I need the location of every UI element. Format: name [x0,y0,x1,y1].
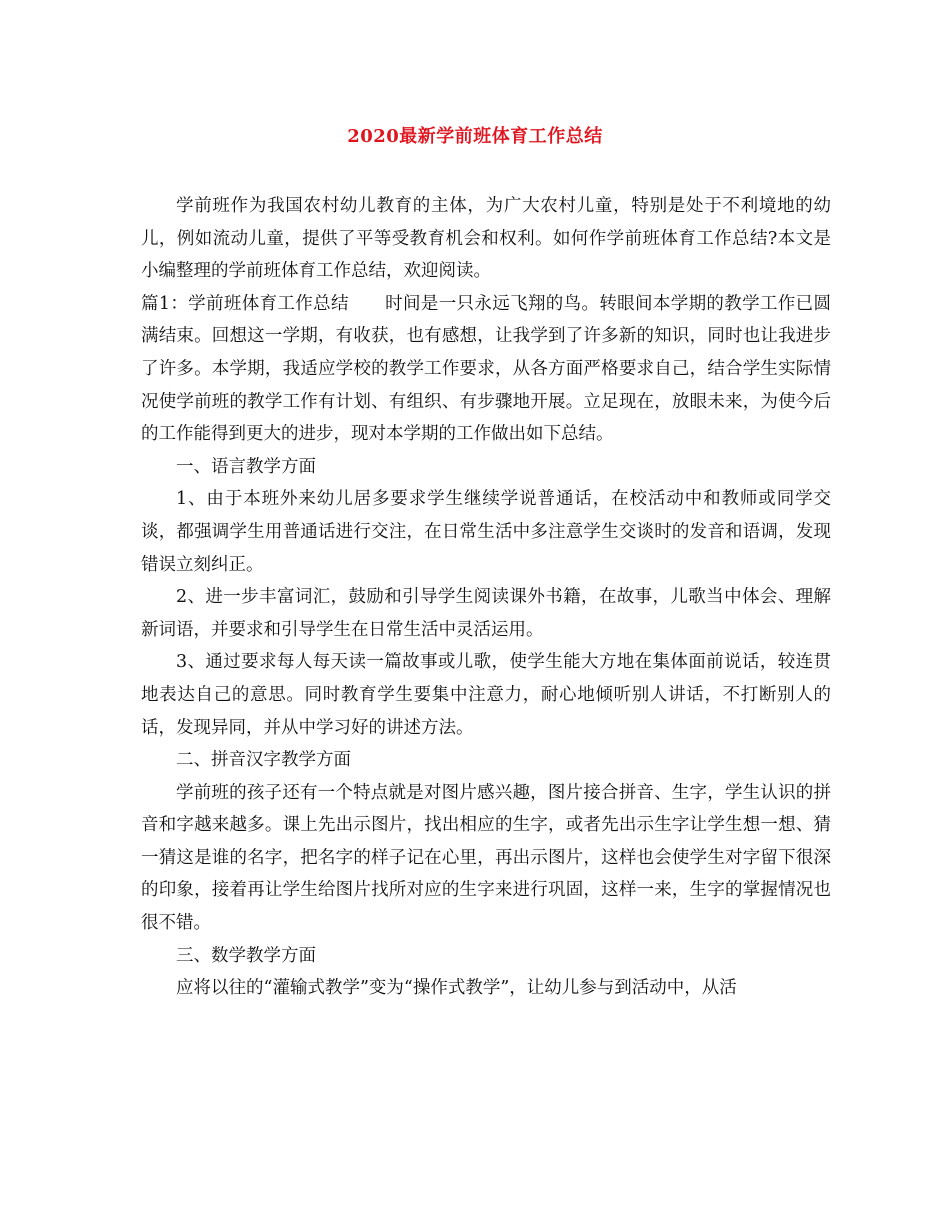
section2-body: 学前班的孩子还有一个特点就是对图片感兴趣，图片接合拼音、生字，学生认识的拼音和字越来越多。课上先出示图片，找出相应的生字，或者先出示生字让学生想一想、猜一猜这是谁的名字，把名字的样子记在心里，再出示图片，这样也会使学生对字留下很深的印象，接着再让学生给图片找所对应的生字来进行巩固，这样一来，生字的掌握情况也很不错。 [141,782,831,934]
section1-item1: 1、由于本班外来幼儿居多要求学生继续学说普通话，在校活动中和教师或同学交谈，都强调学生用普通话进行交注，在日常生活中多注意学生交谈时的发音和语调，发现错误立刻纠正。 [141,489,831,575]
document-title: 2020最新学前班体育工作总结 [347,126,603,147]
article-opening: 时间是一只永远飞翔的鸟。转眼间本学期的教学工作已圆满结束。回想这一学期，有收获，也有感想，让我学到了许多新的知识，同时也让我进步了许多。本学期，我适应学校的教学工作要求，从各方面严格要求自己，结合学生实际情况使学前班的教学工作有计划、有组织、有步骤地开展。立足现在，放眼未来，为使今后的工作能得到更大的进步，现对本学期的工作做出如下总结。 [141,293,831,445]
section3-heading: 三、数学教学方面 [176,945,316,966]
section2-heading: 二、拼音汉字教学方面 [176,750,351,771]
intro-paragraph: 学前班作为我国农村幼儿教育的主体，为广大农村儿童，特别是处于不利境地的幼儿，例如流动儿童，提供了平等受教育机会和权利。如何作学前班体育工作总结?本文是小编整理的学前班体育工作总结，欢迎阅读。 [141,196,831,282]
article-label: 篇1：学前班体育工作总结 [141,293,349,314]
section1-item2: 2、进一步丰富词汇，鼓励和引导学生阅读课外书籍，在故事，儿歌当中体会、理解新词语，并要求和引导学生在日常生活中灵活运用。 [141,587,831,640]
section3-body: 应将以往的“灌输式教学”变为“操作式教学”，让幼儿参与到活动中，从活 [176,978,737,999]
section1-heading: 一、语言教学方面 [176,456,316,477]
document-body [141,190,831,1005]
article-paragraph [141,288,831,451]
section1-item3: 3、通过要求每人每天读一篇故事或儿歌，使学生能大方地在集体面前说话，较连贯地表达自己的意思。同时教育学生要集中注意力，耐心地倾听别人讲话，不打断别人的话，发现异同，并从中学习好的讲述方法。 [141,652,831,738]
